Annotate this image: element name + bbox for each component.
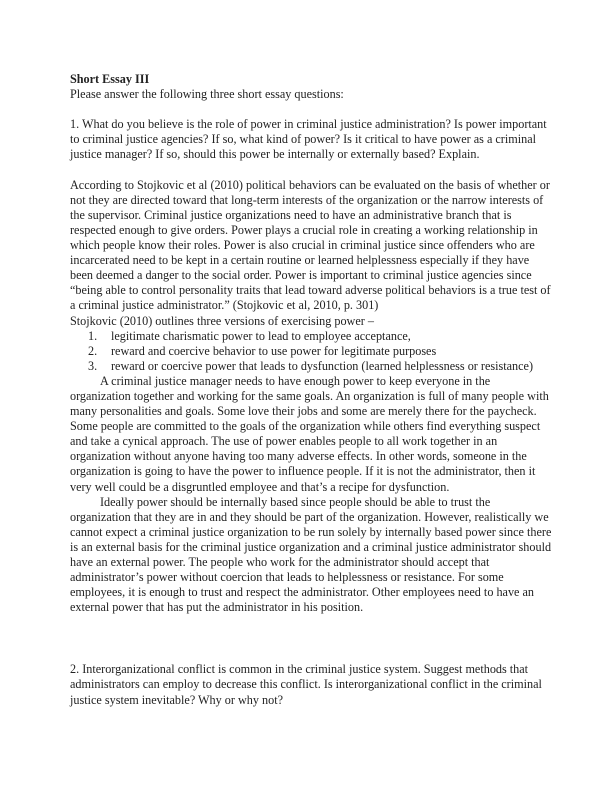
- spacer: [70, 102, 552, 117]
- list-item: [70, 359, 552, 374]
- question-2: 2. Interorganizational conflict is common in the criminal justice system. Suggest methods that administrators can employ to decrease this conflict. Is interorganizational conflict in the criminal justice system inevitable? Why or why not?: [70, 662, 542, 707]
- list-item-number: 2.: [88, 343, 98, 358]
- spacer: [70, 163, 552, 178]
- list-item-number: 3.: [88, 358, 98, 373]
- instructions-text: Please answer the following three short essay questions:: [70, 87, 344, 102]
- list-item-text: legitimate charismatic power to lead to employee acceptance,: [111, 328, 411, 343]
- answer-1-paragraph-2: A criminal justice manager needs to have enough power to keep everyone in the organization together and working for the same goals. An organization is full of many people with many personalities and goals. Some love their jobs and some are merely there for the paycheck. Some people are committed to the goals of the organization while others find everything suspect and take a cynical approach. The use of power enables people to all work together in an organization without anyone having too many adverse effects. In other words, someone in the organization is going to have the power to influence people. If it is not the administrator, then it very well could be a disgruntled employee and that’s a recipe for dysfunction.: [70, 373, 549, 494]
- list-item-number: 1.: [88, 328, 98, 343]
- power-versions-list: [70, 329, 552, 374]
- spacer: [70, 615, 552, 662]
- list-item: [70, 329, 552, 344]
- list-item-text: reward or coercive power that leads to dysfunction (learned helplessness or resistance): [111, 358, 533, 373]
- essay-title: Short Essay III: [70, 72, 150, 86]
- document-page: [70, 72, 552, 708]
- answer-1-list-intro: Stojkovic (2010) outlines three versions of exercising power –: [70, 313, 374, 328]
- question-1: 1. What do you believe is the role of power in criminal justice administration? Is power important to criminal justice agencies? If so, what kind of power? Is it critical to have power as a criminal justice manager? If so, should this power be internally or externally based? Explain.: [70, 117, 547, 162]
- list-item: [70, 344, 552, 359]
- list-item-text: reward and coercive behavior to use power for legitimate purposes: [111, 343, 437, 358]
- answer-1-paragraph-1: According to Stojkovic et al (2010) political behaviors can be evaluated on the basis of whether or not they are directed toward that long-term interests of the organization or the narrow interests of the supervisor. Criminal justice organizations need to have an administrative branch that is respected enough to give orders. Power plays a crucial role in creating a working relationship in which people know their roles. Power is also crucial in criminal justice since offenders who are incarcerated need to be kept in a certain routine or learned helplessness especially if they have been deemed a danger to the social order. Power is important to criminal justice agencies since “being able to control personality traits that lead toward adverse political behaviors is a true test of a criminal justice administrator.” (Stojkovic et al, 2010, p. 301): [70, 177, 551, 313]
- answer-1-paragraph-3: Ideally power should be internally based since people should be able to trust the organization that they are in and they should be part of the organization. However, realistically we cannot expect a criminal justice organization to be run solely by internally based power since there is an external basis for the criminal justice organization and a criminal justice administrator should have an external power. The people who work for the administrator should accept that administrator’s power without coercion that leads to helplessness or resistance. For some employees, it is enough to trust and respect the administrator. Other employees need to have an external power that has put the administrator in his position.: [70, 494, 552, 615]
